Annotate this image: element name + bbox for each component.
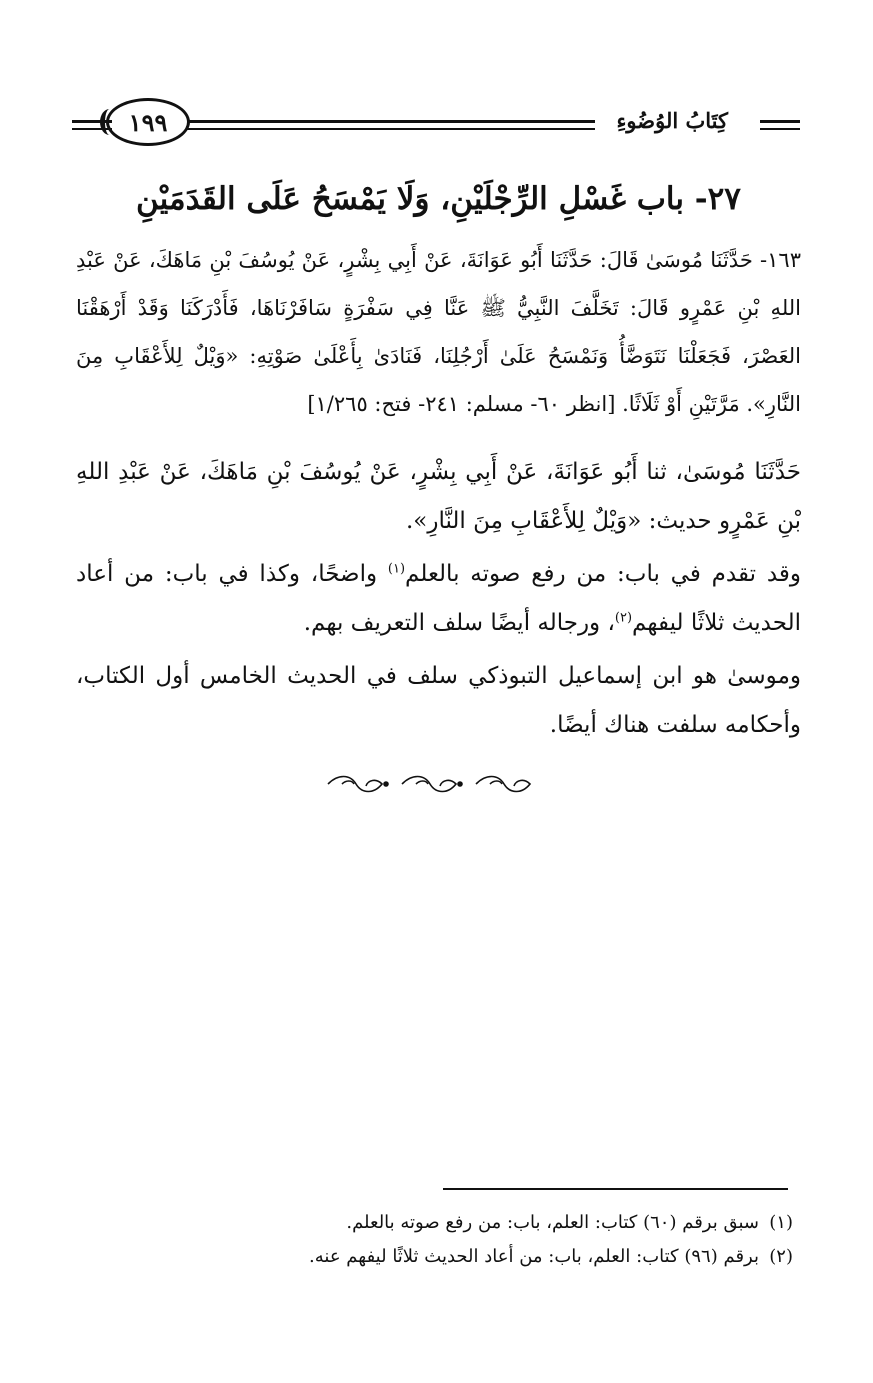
- footnote-ref-1[interactable]: (١): [387, 561, 406, 577]
- page-content: [76, 168, 801, 750]
- commentary-text: واضحًا، وكذا في باب: من أعاد الحديث ثلاثًا ليفهم: [76, 561, 801, 636]
- page-number-badge: [106, 98, 190, 146]
- page-header: [72, 88, 800, 168]
- header-rule-middle-bottom: [177, 128, 595, 130]
- footnote-ref-2[interactable]: (٢): [614, 610, 633, 626]
- footnote-number: (١): [769, 1212, 793, 1233]
- page-number: ١٩٩: [128, 107, 168, 137]
- book-title: كِتَابُ الوُضُوءِ: [616, 108, 728, 133]
- commentary-text: ، ورجاله أيضًا سلف التعريف بهم.: [303, 610, 615, 636]
- footnote-item: [93, 1206, 793, 1240]
- footnote-item: [93, 1240, 793, 1274]
- footnote-text: برقم (٩٦) كتاب: العلم، باب: من أعاد الحديث ثلاثًا ليفهم عنه.: [309, 1246, 759, 1267]
- ornament-divider-icon: [320, 770, 540, 798]
- commentary-paragraph-2: [76, 550, 801, 648]
- header-rule-right-top: [760, 120, 800, 123]
- footnotes: [93, 1206, 793, 1274]
- header-rule-left-bottom: [72, 128, 112, 130]
- header-rule-middle-top: [177, 120, 595, 123]
- hadith-text: ١٦٣- حَدَّثَنَا مُوسَىٰ قَالَ: حَدَّثَنَا أَبُو عَوَانَةَ، عَنْ أَبِي بِشْرٍ، عَنْ يُوسُفَ بْنِ مَاهَكَ، عَنْ عَبْدِ اللهِ بْنِ عَمْرٍو قَالَ: تَخَلَّفَ النَّبِيُّ ﷺ عَنَّا فِي سَفْرَةٍ سَافَرْنَاهَا، فَأَدْرَكَنَا وَقَدْ أَرْهَقْنَا العَصْرَ، فَجَعَلْنَا نَتَوَضَّأُ وَنَمْسَحُ عَلَىٰ أَرْجُلِنَا، فَنَادَىٰ بِأَعْلَىٰ صَوْتِهِ: «وَيْلٌ لِلأَعْقَابِ مِنَ النَّارِ». مَرَّتَيْنِ أَوْ ثَلَاثًا. [انظر ٦٠- مسلم: ٢٤١- فتح: ١/٢٦٥]: [76, 248, 801, 416]
- header-rule-right-bottom: [760, 128, 800, 130]
- commentary-paragraph-3: وموسىٰ هو ابن إسماعيل التبوذكي سلف في الحديث الخامس أول الكتاب، وأحكامه سلفت هناك أيضًا.: [76, 663, 801, 738]
- header-rule-left-top: [72, 120, 112, 123]
- footnote-text: سبق برقم (٦٠) كتاب: العلم، باب: من رفع صوته بالعلم.: [346, 1212, 759, 1233]
- chapter-title: ٢٧- باب غَسْلِ الرِّجْلَيْنِ، وَلَا يَمْسَحُ عَلَى القَدَمَيْنِ: [136, 181, 741, 217]
- commentary-paragraph-1: حَدَّثَنَا مُوسَىٰ، ثنا أَبُو عَوَانَةَ، عَنْ أَبِي بِشْرٍ، عَنْ يُوسُفَ بْنِ مَاهَكَ، عَنْ عَبْدِ اللهِ بْنِ عَمْرٍو حديث: «وَيْلٌ لِلأَعْقَابِ مِنَ النَّارِ».: [76, 459, 801, 534]
- footnote-number: (٢): [769, 1246, 793, 1267]
- commentary-text: وقد تقدم في باب: من رفع صوته بالعلم: [405, 561, 801, 587]
- footnote-separator: [443, 1188, 788, 1190]
